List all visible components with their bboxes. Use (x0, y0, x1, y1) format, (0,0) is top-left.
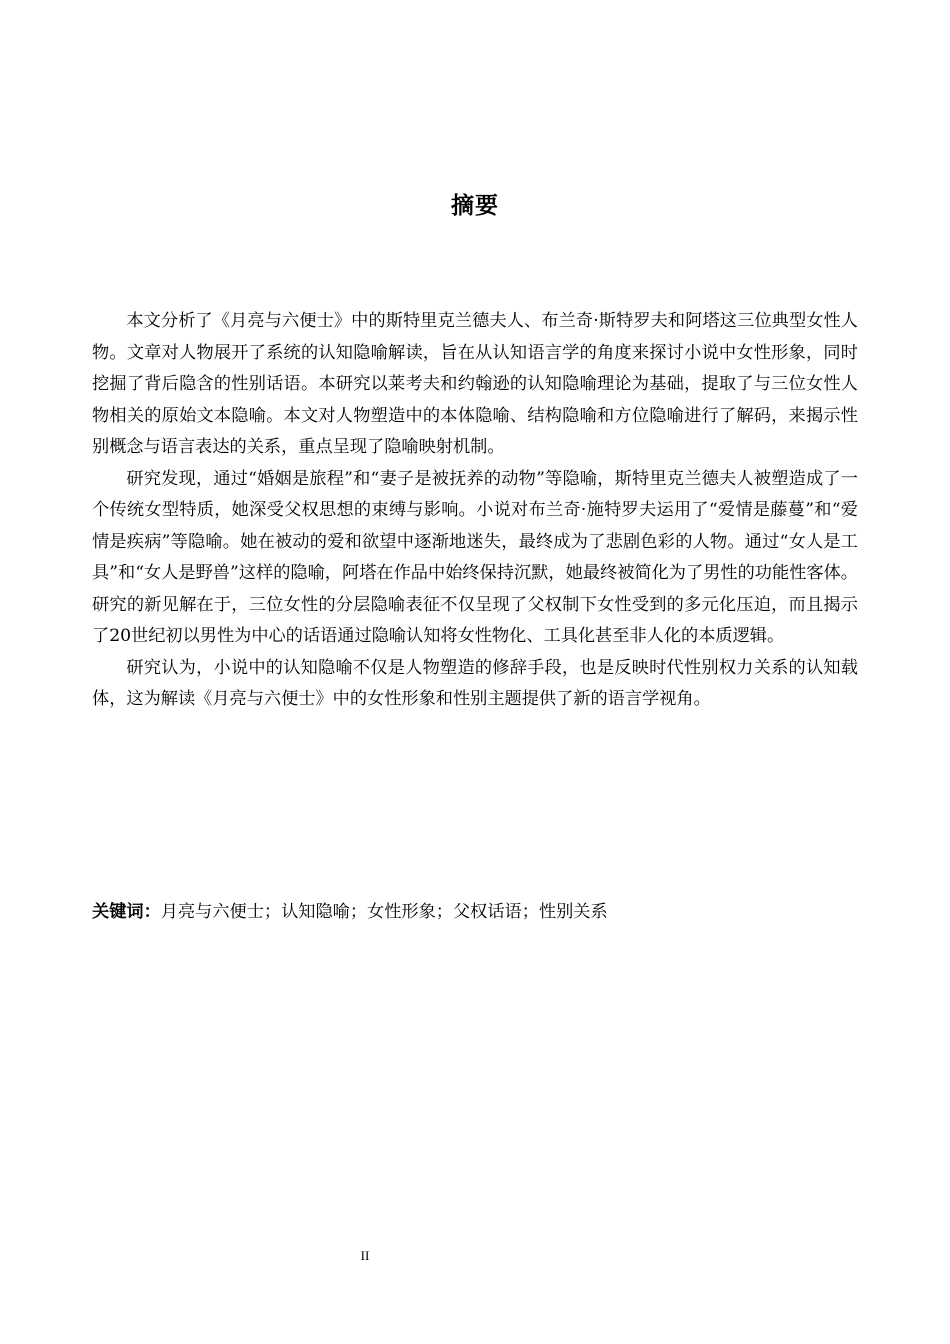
keywords-list: 月亮与六便士；认知隐喻；女性形象；父权话语；性别关系 (160, 902, 608, 922)
page-title: 摘要 (451, 193, 499, 219)
abstract-paragraph-3: 研究认为，小说中的认知隐喻不仅是人物塑造的修辞手段，也是反映时代性别权力关系的认知载体，这为解读《月亮与六便士》中的女性形象和性别主题提供了新的语言学视角。 (92, 657, 858, 709)
abstract-paragraph-2: 研究发现，通过“婚姻是旅程”和“妻子是被抚养的动物”等隐喻，斯特里克兰德夫人被塑造成了一个传统女型特质，她深受父权思想的束缚与影响。小说对布兰奇·施特罗夫运用了“爱情是藤蔓”和“爱情是疾病”等隐喻。她在被动的爱和欲望中逐渐地迷失，最终成为了悲剧色彩的人物。通过“女人是工具”和“女人是野兽”这样的隐喻，阿塔在作品中始终保持沉默，她最终被简化为了男性的功能性客体。研究的新见解在于，三位女性的分层隐喻表征不仅呈现了父权制下女性受到的多元化压迫，而且揭示了20世纪初以男性为中心的话语通过隐喻认知将女性物化、工具化甚至非人化的本质逻辑。 (92, 468, 858, 646)
keywords-line (92, 897, 858, 928)
abstract-paragraph-1: 本文分析了《月亮与六便士》中的斯特里克兰德夫人、布兰奇·斯特罗夫和阿塔这三位典型女性人物。文章对人物展开了系统的认知隐喻解读，旨在从认知语言学的角度来探讨小说中女性形象，同时挖掘了背后隐含的性别话语。本研究以莱考夫和约翰逊的认知隐喻理论为基础，提取了与三位女性人物相关的原始文本隐喻。本文对人物塑造中的本体隐喻、结构隐喻和方位隐喻进行了解码，来揭示性别概念与语言表达的关系，重点呈现了隐喻映射机制。 (92, 311, 858, 457)
abstract-body (92, 306, 858, 716)
keywords-label: 关键词： (92, 902, 161, 922)
page-number: II (360, 1248, 370, 1263)
